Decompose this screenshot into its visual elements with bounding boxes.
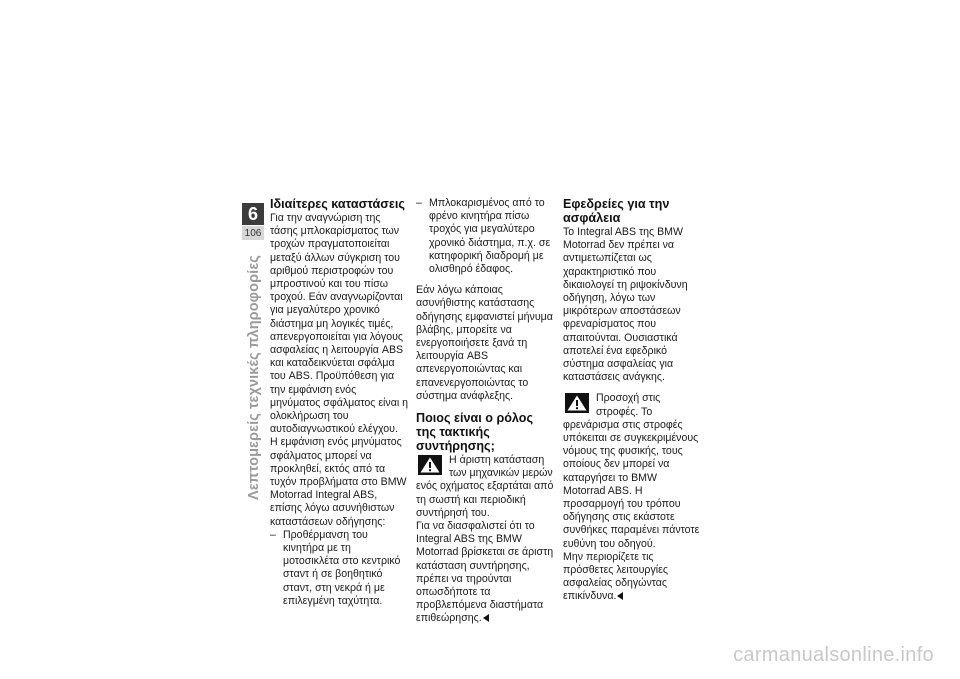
warning-text: Η άριστη κατάσταση των μηχανικών μερών ενός οχήματος εξαρτάται από τη σωστή και περιοδική συντήρησή του. [416,454,554,519]
chapter-number-badge: 6 [242,203,264,225]
text-column-2 [416,197,554,626]
text-column-1 [270,197,408,608]
dash-marker: – [416,197,422,209]
paragraph-text: Για να διασφαλιστεί ότι το Integral ABS της BMW Motorrad βρίσκεται σε άριστη κατάσταση συντήρησης, πρέπει να τηρούνται οπωσδήποτε τα προβλεπόμενα διαστήματα επιθεώρησης. [416,520,554,625]
paragraph-do-not-limit-safety [563,551,701,604]
heading-maintenance-role: Ποιος είναι ο ρόλος της τακτικής συντήρησης; [416,411,534,454]
paragraph-error-message-causes: Η εμφάνιση ενός μηνύματος σφάλματος μπορεί να προκληθεί, εκτός από τα τυχόν προβλήματα στο BMW Motorrad Integral ABS, επίσης λόγω ασυνήθιστων καταστάσεων οδήγησης: [270,436,407,528]
warning-note [563,392,701,550]
warning-note [416,454,554,520]
paragraph-text: Μην περιορίζετε τις πρόσθετες λειτουργίες ασφαλείας οδηγώντας επικίνδυνα. [563,550,668,603]
list-item-text: Μπλοκαρισμένος από το φρένο κινητήρα πίσω τροχός για μεγαλύτερο χρονικό διάστημα, π.χ. σε κατηφορική διαδρομή με ολισθηρό έδαφος. [429,197,551,276]
paragraph-wheel-lock-detection: Για την αναγνώριση της τάσης μπλοκαρίσματος των τροχών πραγματοποιείται μεταξύ άλλων σύγκριση του αριθμού περιστροφών του μπροστινού και του πίσω τροχού. Εάν αναγνωρίζονται για μεγαλύτερο χρονικό διάστημα μη λογικές τιμές, απενεργοποιείται για λόγους ασφαλείας η λειτουργία ABS και καταδεικνύεται σφάλμα του ABS. Προϋπόθεση για την εμφάνιση ενός μηνύματος σφάλματος είναι η ολοκλήρωση του αυτοδιαγνωστικού ελέγχου. [270,212,409,436]
page-number: 106 [242,226,264,240]
dash-marker: – [270,528,276,541]
warning-triangle-icon [565,393,589,413]
list-item-text: Προθέρμανση του κινητήρα με τη μοτοσικλέτα στο κεντρικό σταντ ή σε βοηθητικό σταντ, στη νεκρά ή με επιλεγμένη ταχύτητα. [283,528,401,607]
list-item [270,529,408,608]
end-of-section-triangle-icon [483,614,489,622]
end-of-section-triangle-icon [617,592,623,600]
heading-safety-reserves: Εφεδρείες για την ασφάλεια [563,197,670,225]
warning-triangle-icon [418,455,442,475]
warning-text: Προσοχή στις στροφές. Το φρενάρισμα στις στροφές υπόκειται σε συγκεκριμένους νόμους της φυσικής, τους οποίους δεν μπορεί να καταργήσει το BMW Motorrad ABS. Η προσαρμογή του τρόπου οδήγησης στις εκάστοτε συνθήκες παραμένει πάντοτε ευθύνη του οδηγού. [563,392,700,550]
watermark: carmanualsonline.info [733,644,934,666]
list-item [416,197,554,276]
side-chapter-title: Λεπτομερείς τεχνικές πληροφορίες [246,255,262,500]
paragraph-inspection-intervals [416,520,554,626]
paragraph-reset-abs: Εάν λόγω κάποιας ασυνήθιστης κατάστασης οδήγησης εμφανιστεί μήνυμα βλάβης, μπορείτε να ενεργοποιήσετε ξανά τη λειτουργία ABS απενεργοποιώντας και επανενεργοποιώντας το σύστημα ανάφλεξης. [416,284,553,402]
heading-special-situations: Ιδιαίτερες καταστάσεις [270,197,405,211]
paragraph-abs-not-for-risky-riding: Το Integral ABS της BMW Motorrad δεν πρέπει να αντιμετωπίζεται ως χαρακτηριστικό που δικαιολογεί τη ριψοκίνδυνη οδήγηση, λόγω των μικρότερων αποστάσεων φρεναρίσματος που απαιτούνται. Ουσιαστικά αποτελεί ένα εφεδρικό σύστημα ασφαλείας για καταστάσεις ανάγκης. [563,226,688,384]
text-column-3 [563,197,701,604]
